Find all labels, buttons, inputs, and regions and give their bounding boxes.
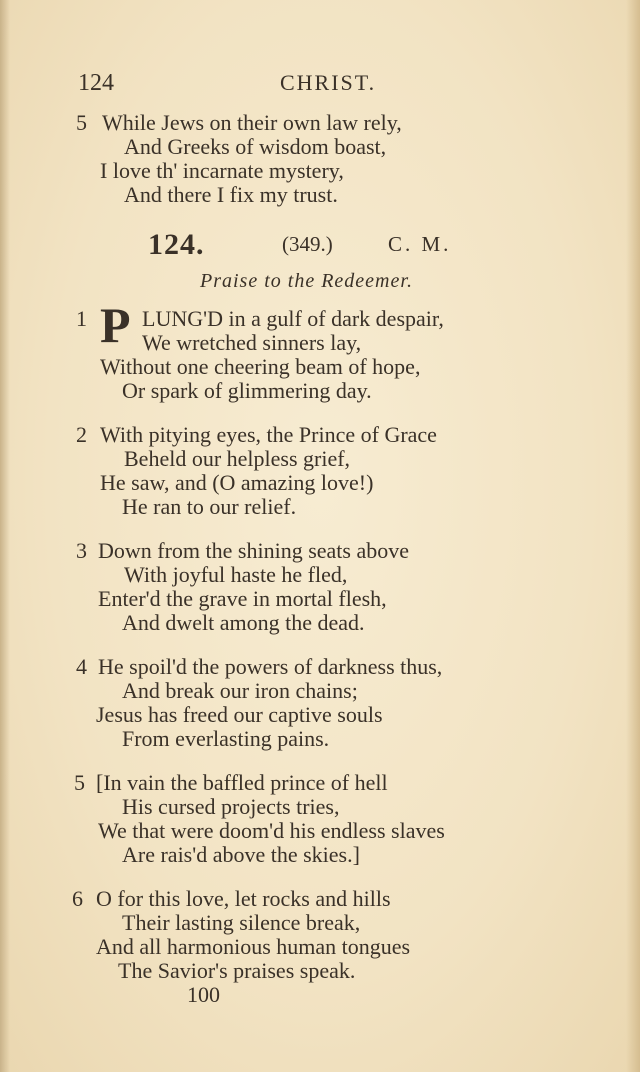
page-edge-right bbox=[626, 0, 640, 1072]
verse-line: Or spark of glimmering day. bbox=[122, 378, 372, 403]
stanza-number: 5 bbox=[74, 770, 85, 795]
page-edge-left bbox=[0, 0, 10, 1072]
stanza-number: 2 bbox=[76, 422, 87, 447]
hymn-subtitle: Praise to the Redeemer. bbox=[200, 270, 413, 292]
hymn-heading bbox=[0, 228, 640, 262]
stanza-number: 5 bbox=[76, 110, 87, 135]
verse-line: The Savior's praises speak. bbox=[118, 958, 356, 983]
verse-line: Their lasting silence break, bbox=[122, 910, 361, 935]
verse-line: And all harmonious human tongues bbox=[96, 934, 411, 959]
verse-line: He ran to our relief. bbox=[122, 494, 297, 519]
verse-line: And break our iron chains; bbox=[122, 678, 358, 703]
verse-line: While Jews on their own law rely, bbox=[102, 110, 402, 135]
verse-line: We that were doom'd his endless slaves bbox=[98, 818, 445, 843]
verse-line: And dwelt among the dead. bbox=[122, 610, 365, 635]
verse-line: Beheld our helpless grief, bbox=[124, 446, 351, 471]
running-header bbox=[0, 70, 640, 106]
verse-line: Enter'd the grave in mortal flesh, bbox=[98, 586, 387, 611]
verse-line: We wretched sinners lay, bbox=[142, 330, 362, 355]
verse-line: With pitying eyes, the Prince of Grace bbox=[100, 422, 437, 447]
verse-line: Jesus has freed our captive souls bbox=[96, 702, 383, 727]
verse-line: He spoil'd the powers of darkness thus, bbox=[98, 654, 443, 679]
hymn-alt-number: (349.) bbox=[282, 232, 333, 256]
verse-line: He saw, and (O amazing love!) bbox=[100, 470, 374, 495]
verse-line: From everlasting pains. bbox=[122, 726, 330, 751]
header-page-number: 124 bbox=[78, 70, 114, 96]
stanza-number: 6 bbox=[72, 886, 83, 911]
verse-line: His cursed projects tries, bbox=[122, 794, 340, 819]
footer-page-number: 100 bbox=[187, 982, 220, 1007]
hymn-number: 124. bbox=[148, 228, 205, 261]
stanza-number: 3 bbox=[76, 538, 87, 563]
hymn-meter: C. M. bbox=[388, 232, 452, 256]
verse-line: Down from the shining seats above bbox=[98, 538, 409, 563]
verse-line: Without one cheering beam of hope, bbox=[100, 354, 421, 379]
verse-line: LUNG'D in a gulf of dark despair, bbox=[142, 306, 444, 331]
stanza-number: 4 bbox=[76, 654, 87, 679]
drop-cap: P bbox=[100, 297, 131, 353]
running-title: CHRIST. bbox=[280, 70, 377, 95]
verse-line: I love th' incarnate mystery, bbox=[100, 158, 344, 183]
verse-line: And there I fix my trust. bbox=[124, 182, 338, 207]
verse-line: And Greeks of wisdom boast, bbox=[124, 134, 387, 159]
verse-line: With joyful haste he fled, bbox=[124, 562, 348, 587]
verse-line: [In vain the baffled prince of hell bbox=[96, 770, 388, 795]
verse-line: O for this love, let rocks and hills bbox=[96, 886, 391, 911]
verse-line: Are rais'd above the skies.] bbox=[122, 842, 360, 867]
stanza-number: 1 bbox=[76, 306, 87, 331]
